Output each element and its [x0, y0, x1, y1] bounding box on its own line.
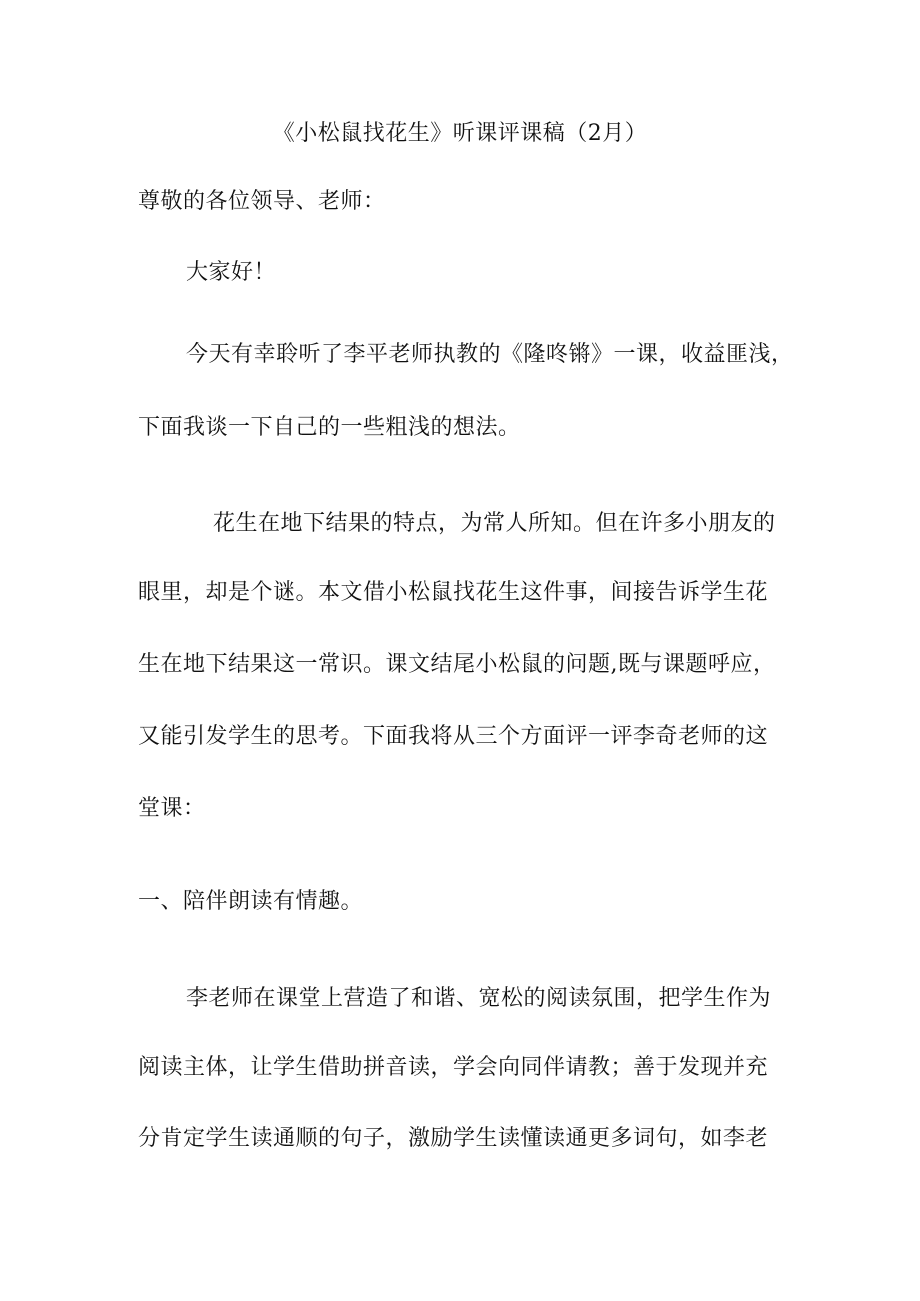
section1-line-1: 李老师在课堂上营造了和谐、宽松的阅读氛围，把学生作为	[186, 986, 772, 1011]
section1-heading: 一、陪伴朗读有情趣。	[138, 889, 364, 914]
para2-line-2: 眼里，却是个谜。本文借小松鼠找花生这件事，间接告诉学生花	[138, 580, 769, 605]
intro-line-2: 下面我谈一下自己的一些粗浅的想法。	[138, 415, 521, 440]
document-title: 《小松鼠找花生》听课评课稿（2月）	[272, 121, 648, 146]
para2-line-5: 堂课：	[138, 796, 206, 821]
para2-line-1: 花生在地下结果的特点，为常人所知。但在许多小朋友的	[213, 511, 776, 536]
section1-line-2: 阅读主体，让学生借助拼音读，学会向同伴请教；善于发现并充	[138, 1055, 769, 1080]
salutation: 尊敬的各位领导、老师：	[138, 189, 386, 214]
intro-line-1: 今天有幸聆听了李平老师执教的《隆咚锵》一课，收益匪浅，	[186, 342, 794, 367]
para2-line-3: 生在地下结果这一常识。课文结尾小松鼠的问题,既与课题呼应，	[138, 652, 776, 677]
para2-line-4: 又能引发学生的思考。下面我将从三个方面评一评李奇老师的这	[138, 724, 769, 749]
greeting: 大家好！	[186, 260, 277, 285]
section1-line-3: 分肯定学生读通顺的句子，激励学生读懂读通更多词句，如李老	[138, 1126, 769, 1151]
